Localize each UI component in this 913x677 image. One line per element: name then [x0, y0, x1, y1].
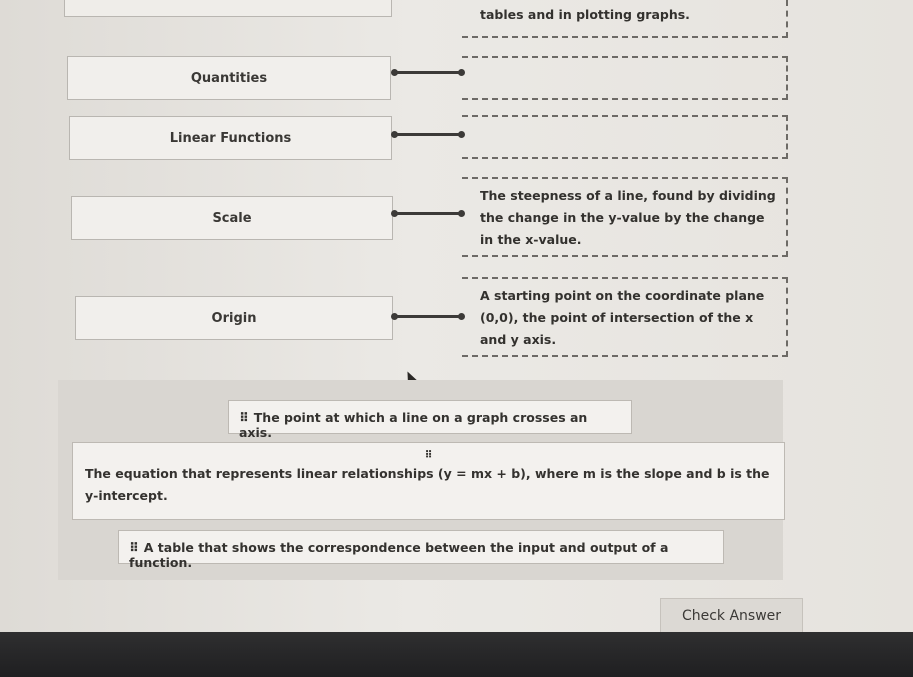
definition-text: The steepness of a line, found by dividing the change in the y-value by the change in the x-value. — [480, 188, 776, 247]
check-answer-button[interactable] — [660, 598, 803, 634]
term-label: Origin — [211, 310, 257, 326]
bottom-bar — [0, 632, 913, 677]
answer-chip-2[interactable] — [72, 442, 785, 520]
term-box-scale[interactable] — [71, 196, 393, 240]
term-label: Quantities — [190, 70, 268, 86]
term-box-linear-functions[interactable] — [69, 116, 392, 160]
term-box-origin[interactable] — [75, 296, 393, 340]
definition-text: A starting point on the coordinate plane (0,0), the point of intersection of the x and y axis. — [480, 288, 765, 347]
term-box-partial[interactable] — [64, 0, 392, 17]
term-label: Scale — [212, 210, 252, 226]
drag-handle-icon[interactable]: ⠿ — [239, 410, 248, 425]
answer-chip-3[interactable] — [118, 530, 724, 570]
definition-text-partial: tables and in plotting graphs. — [480, 7, 690, 22]
answer-text: The equation that represents linear relationships (y = mx + b), where m is the slope and b is the y-intercept. — [85, 466, 770, 503]
answer-text: The point at which a line on a graph crosses an axis. — [239, 410, 588, 440]
definition-slot-partial[interactable] — [462, 0, 788, 38]
connector-line — [394, 212, 462, 215]
connector-line — [394, 133, 462, 136]
drag-handle-icon[interactable]: ⠿ — [424, 450, 433, 461]
answer-chip-1[interactable] — [228, 400, 632, 440]
definition-slot-4[interactable] — [462, 277, 788, 357]
term-label: Linear Functions — [169, 130, 292, 146]
answer-bank — [58, 380, 783, 580]
answer-text: A table that shows the correspondence between the input and output of a function. — [129, 540, 669, 570]
check-answer-label: Check Answer — [681, 608, 782, 624]
definition-slot-1[interactable] — [462, 56, 788, 100]
definition-slot-2[interactable] — [462, 115, 788, 159]
connector-line — [394, 71, 462, 74]
term-box-quantities[interactable] — [67, 56, 391, 100]
drag-handle-icon[interactable]: ⠿ — [129, 540, 138, 555]
definition-slot-3[interactable] — [462, 177, 788, 257]
connector-line — [394, 315, 462, 318]
